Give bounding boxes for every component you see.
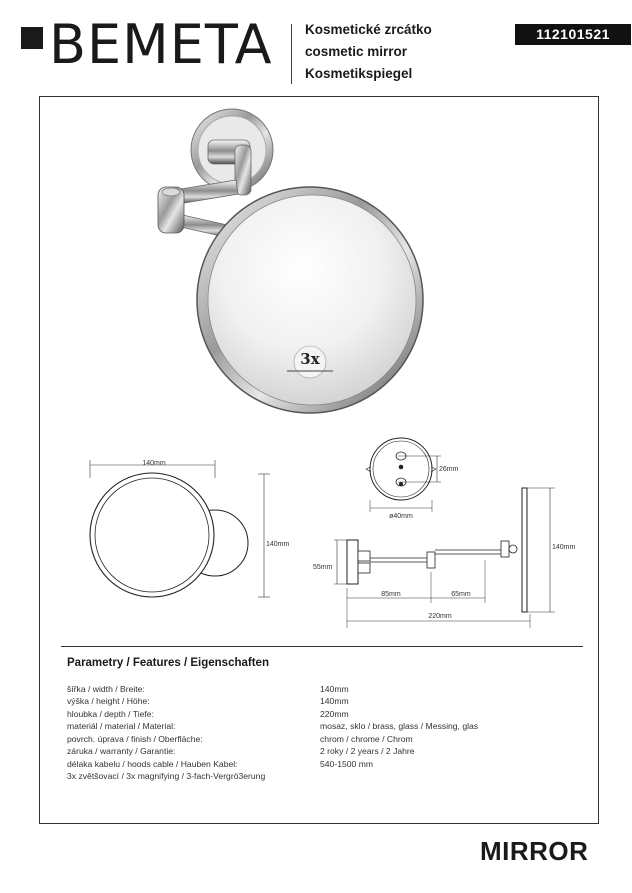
side-elbow-joint [427, 552, 435, 568]
arm-segment-1-label: 85mm [381, 591, 401, 598]
side-wall-plate [347, 540, 358, 584]
param-value-finish: chrom / chrome / Chrom [320, 734, 413, 744]
side-joint-upper [358, 551, 370, 561]
param-label-magnifying: 3x zvětšovací / 3x magnifying / 3-fach-Vergrö3erung [67, 771, 266, 781]
arm-segment-2-label: 65mm [451, 591, 471, 598]
front-height-label: 140mm [266, 541, 290, 548]
elbow-cap-photo [162, 188, 180, 196]
side-plate-height-label: 55mm [313, 564, 333, 571]
side-mirror-profile [522, 488, 527, 612]
param-label-material: materiál / material / Material: [67, 721, 176, 731]
params-divider [61, 646, 583, 647]
param-value-material: mosaz, sklo / brass, glass / Messing, glas [320, 721, 479, 731]
plate-diameter-label: ø40mm [389, 513, 413, 520]
arm-upper-photo [175, 180, 238, 204]
side-mirror-pivot [501, 541, 509, 557]
plate-center-hole [399, 465, 404, 470]
side-view-drawing [313, 488, 576, 628]
wall-plate-drawing [366, 438, 459, 520]
front-mirror-outline [90, 473, 214, 597]
param-value-width: 140mm [320, 684, 349, 694]
param-label-width: šířka / width / Breite: [67, 684, 145, 694]
side-joint-lower [358, 563, 370, 573]
front-view-drawing [90, 460, 290, 597]
product-photo [158, 109, 423, 413]
total-depth-label: 220mm [428, 613, 452, 620]
side-height-label: 140mm [552, 544, 576, 551]
param-label-cable: délaka kabelu / hoods cable / Hauben Kabel: [67, 759, 238, 769]
category-title: MIRROR [480, 836, 589, 866]
title-german: Kosmetikspiegel [305, 66, 413, 81]
param-value-depth: 220mm [320, 709, 349, 719]
title-czech: Kosmetické zrcátko [305, 22, 432, 37]
param-value-warranty: 2 roky / 2 years / 2 Jahre [320, 746, 415, 756]
front-width-label: 140mm [142, 460, 166, 467]
param-value-cable: 540-1500 mm [320, 759, 374, 769]
title-english: cosmetic mirror [305, 44, 408, 59]
param-label-warranty: záruka / warranty / Garantie: [67, 746, 176, 756]
magnification-badge-text: 3x [300, 350, 320, 368]
product-code-badge: 112101521 [515, 24, 631, 45]
params-title: Parametry / Features / Eigenschaften [67, 657, 269, 669]
param-label-finish: povrch. úprava / finish / Oberfläche: [67, 734, 203, 744]
param-label-depth: hloubka / depth / Tiefe: [67, 709, 154, 719]
side-pivot-knob [509, 545, 517, 553]
brand-logo: BEMETA [49, 13, 273, 76]
param-value-height: 140mm [320, 696, 349, 706]
plate-height-label: 26mm [439, 466, 459, 473]
param-label-height: výška / height / Höhe: [67, 696, 150, 706]
